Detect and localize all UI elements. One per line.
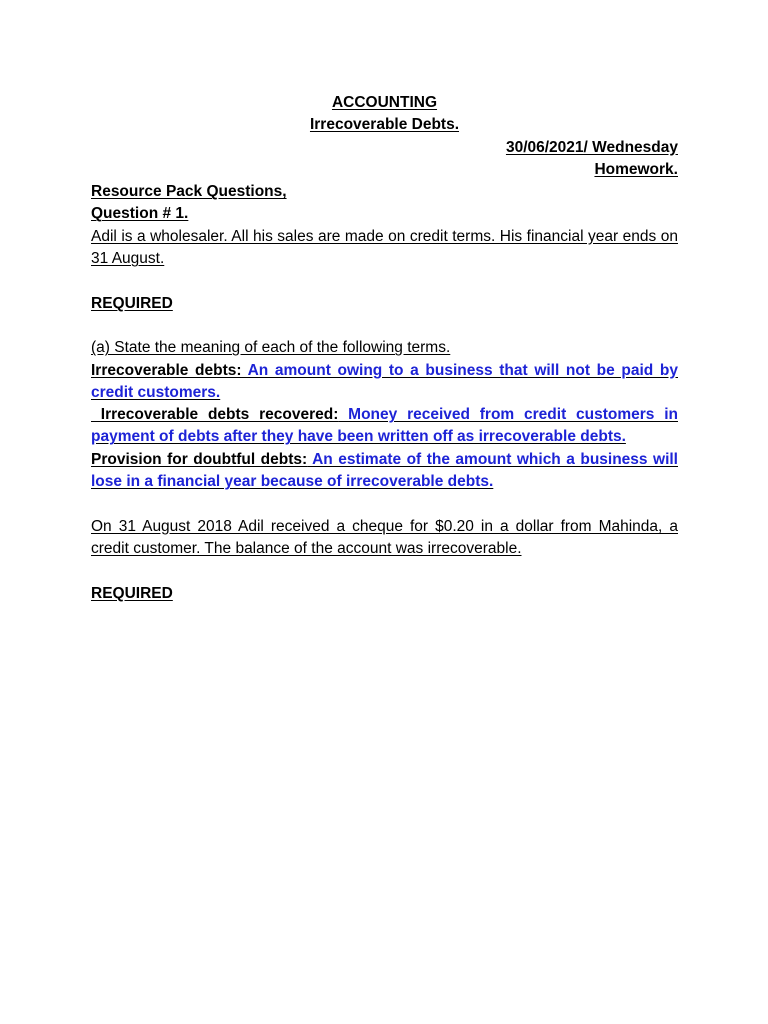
resource-heading: Resource Pack Questions,: [91, 183, 287, 201]
date-line: 30/06/2021/ Wednesday: [505, 138, 678, 156]
spacer: [91, 560, 678, 582]
document-body: [91, 92, 678, 605]
spacer: [91, 493, 678, 515]
required-heading: REQUIRED: [91, 294, 173, 312]
scenario-paragraph: On 31 August 2018 Adil received a cheque for $0.20 in a dollar from Mahinda, a credit customer. The balance of the account was irrecoverable.: [91, 517, 678, 557]
term-provision-doubtful-debts: [91, 449, 678, 494]
part-a-prompt: (a) State the meaning of each of the following terms.: [91, 339, 451, 357]
term-label: Provision for doubtful debts:: [91, 450, 308, 468]
question-intro: Adil is a wholesaler. All his sales are made on credit terms. His financial year ends on 31 August.: [91, 227, 678, 268]
term-label: Irrecoverable debts:: [91, 361, 242, 379]
required-heading-2: REQUIRED: [91, 584, 173, 602]
homework-label: Homework.: [594, 160, 678, 178]
spacer: [91, 315, 678, 337]
question-heading: Question # 1.: [91, 205, 189, 223]
term-label: Irrecoverable debts recovered:: [91, 406, 339, 424]
document-title: ACCOUNTING: [331, 94, 438, 111]
spacer: [91, 270, 678, 292]
document-subtitle: Irrecoverable Debts.: [309, 116, 460, 134]
term-irrecoverable-debts-recovered: [91, 404, 678, 449]
term-definition: An estimate of the amount which a business will lose in a financial year because of irrecoverable debts.: [91, 450, 678, 491]
term-definition: An amount owing to a business that will not be paid by credit customers.: [91, 361, 678, 401]
term-irrecoverable-debts: [91, 360, 678, 405]
term-definition: Money received from credit customers in payment of debts after they have been written off as irrecoverable debts.: [91, 406, 678, 446]
